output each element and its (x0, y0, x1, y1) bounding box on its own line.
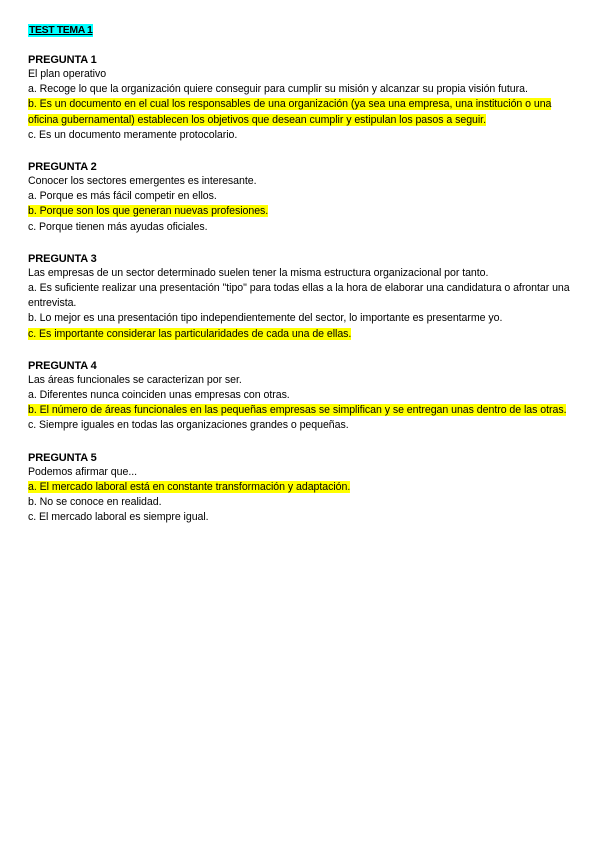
question-prompt: Conocer los sectores emergentes es interesante. (28, 175, 257, 188)
option-text: a. Diferentes nunca coinciden unas empresas con otras. (28, 389, 290, 402)
option-b (28, 495, 572, 510)
option-text: a. Porque es más fácil competir en ellos. (28, 190, 217, 203)
option-text: b. Lo mejor es una presentación tipo independientemente del sector, lo importante es presentarme yo. (28, 312, 503, 325)
question-prompt: Las empresas de un sector determinado suelen tener la misma estructura organizacional por tanto. (28, 266, 489, 279)
question-prompt: Las áreas funcionales se caracterizan por ser. (28, 373, 242, 386)
option-text: a. Recoge lo que la organización quiere conseguir para cumplir su misión y alcanzar su propia visión futura. (28, 83, 528, 96)
option-text: c. El mercado laboral es siempre igual. (28, 511, 209, 524)
option-text: c. Es importante considerar las particularidades de cada una de ellas. (28, 327, 352, 340)
question-2 (28, 160, 572, 235)
option-c (28, 128, 572, 143)
option-a (28, 82, 572, 97)
option-b (28, 403, 572, 418)
question-heading: PREGUNTA 2 (28, 161, 97, 174)
option-text: c. Siempre iguales en todas las organizaciones grandes o pequeñas. (28, 419, 349, 432)
question-4 (28, 359, 572, 434)
option-text: b. Es un documento en el cual los responsables de una organización (ya sea una empresa, una institución o una oficina gubernamental) establecen los objetivos que desean cumplir y estipulan los pasos a seguir. (28, 98, 552, 126)
option-c (28, 418, 572, 433)
question-heading: PREGUNTA 4 (28, 359, 97, 372)
question-1 (28, 53, 572, 143)
option-c (28, 327, 572, 342)
option-b (28, 311, 572, 326)
option-text: b. El número de áreas funcionales en las pequeñas empresas se simplifican y se entregan unas dentro de las otras. (28, 404, 567, 417)
option-c (28, 510, 572, 525)
option-a (28, 189, 572, 204)
option-a (28, 388, 572, 403)
question-heading: PREGUNTA 3 (28, 252, 97, 265)
option-a (28, 480, 572, 495)
question-heading: PREGUNTA 1 (28, 54, 97, 66)
option-text: a. El mercado laboral está en constante transformación y adaptación. (28, 480, 351, 493)
option-c (28, 220, 572, 235)
question-heading: PREGUNTA 5 (28, 451, 97, 464)
question-3 (28, 252, 572, 342)
option-b (28, 97, 572, 127)
option-a (28, 281, 572, 311)
option-text: c. Es un documento meramente protocolario. (28, 128, 238, 141)
option-text: b. No se conoce en realidad. (28, 496, 162, 509)
question-prompt: Podemos afirmar que... (28, 465, 138, 478)
question-prompt: El plan operativo (28, 68, 107, 80)
document-title: TEST TEMA 1 (29, 24, 93, 36)
option-b (28, 204, 572, 219)
question-5 (28, 451, 572, 526)
option-text: b. Porque son los que generan nuevas profesiones. (28, 205, 269, 218)
option-text: a. Es suficiente realizar una presentación "tipo" para todas ellas a la hora de elaborar una candidatura o afrontar una entrevista. (28, 282, 570, 310)
option-text: c. Porque tienen más ayudas oficiales. (28, 220, 208, 233)
